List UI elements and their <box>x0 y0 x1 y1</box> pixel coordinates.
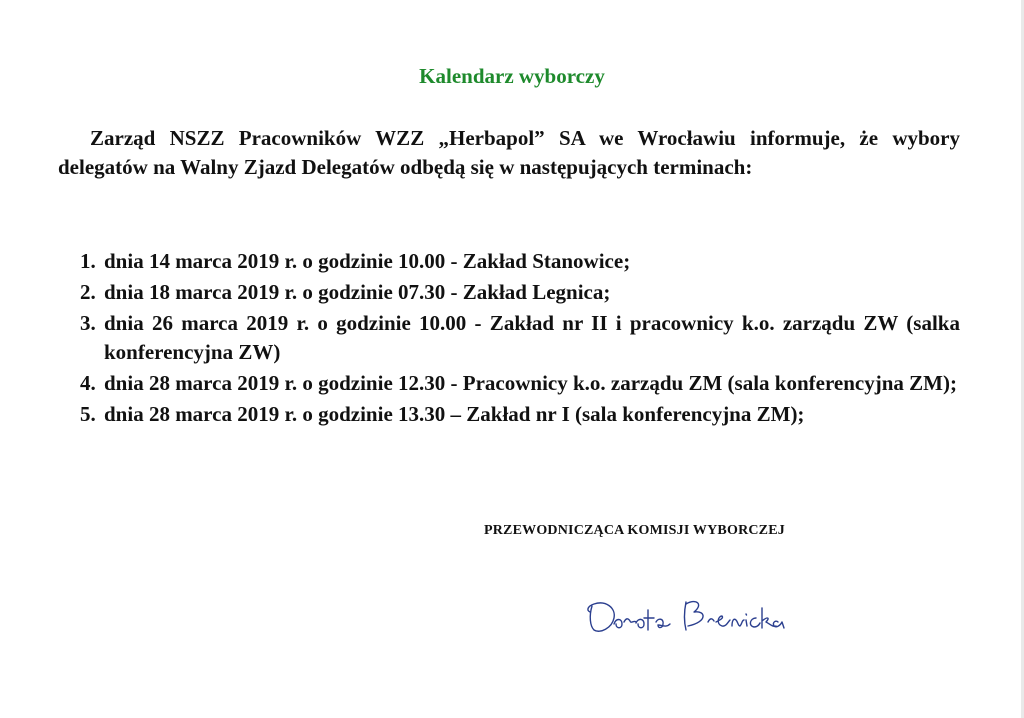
intro-text: Zarząd NSZZ Pracowników WZZ „Herbapol” SA we Wrocławiu informuje, że wybory delegatów na Walny Zjazd Delegatów odbędą się w następujących terminach: <box>58 126 960 179</box>
list-item <box>80 247 960 276</box>
item-number: 5. <box>80 402 96 426</box>
item-number: 1. <box>80 249 96 273</box>
intro-paragraph <box>58 124 960 182</box>
item-text: dnia 14 marca 2019 r. o godzinie 10.00 - Zakład Stanowice; <box>104 249 631 273</box>
item-number: 3. <box>80 311 96 335</box>
item-text: dnia 18 marca 2019 r. o godzinie 07.30 - Zakład Legnica; <box>104 280 611 304</box>
item-text: dnia 26 marca 2019 r. o godzinie 10.00 - Zakład nr II i pracownicy k.o. zarządu ZW (salka konferencyjna ZW) <box>104 311 960 364</box>
handwritten-signature <box>584 588 789 638</box>
signature-title: PRZEWODNICZĄCA KOMISJI WYBORCZEJ <box>484 523 785 538</box>
list-item <box>80 400 960 429</box>
list-item <box>80 369 960 398</box>
item-text: dnia 28 marca 2019 r. o godzinie 12.30 - Pracownicy k.o. zarządu ZM (sala konferencyjna ZM); <box>104 371 957 395</box>
list-item <box>80 278 960 307</box>
document-title: Kalendarz wyborczy <box>419 64 605 88</box>
election-schedule-list <box>80 247 960 431</box>
list-item <box>80 309 960 367</box>
item-text: dnia 28 marca 2019 r. o godzinie 13.30 – Zakład nr I (sala konferencyjna ZM); <box>104 402 805 426</box>
item-number: 2. <box>80 280 96 304</box>
item-number: 4. <box>80 371 96 395</box>
